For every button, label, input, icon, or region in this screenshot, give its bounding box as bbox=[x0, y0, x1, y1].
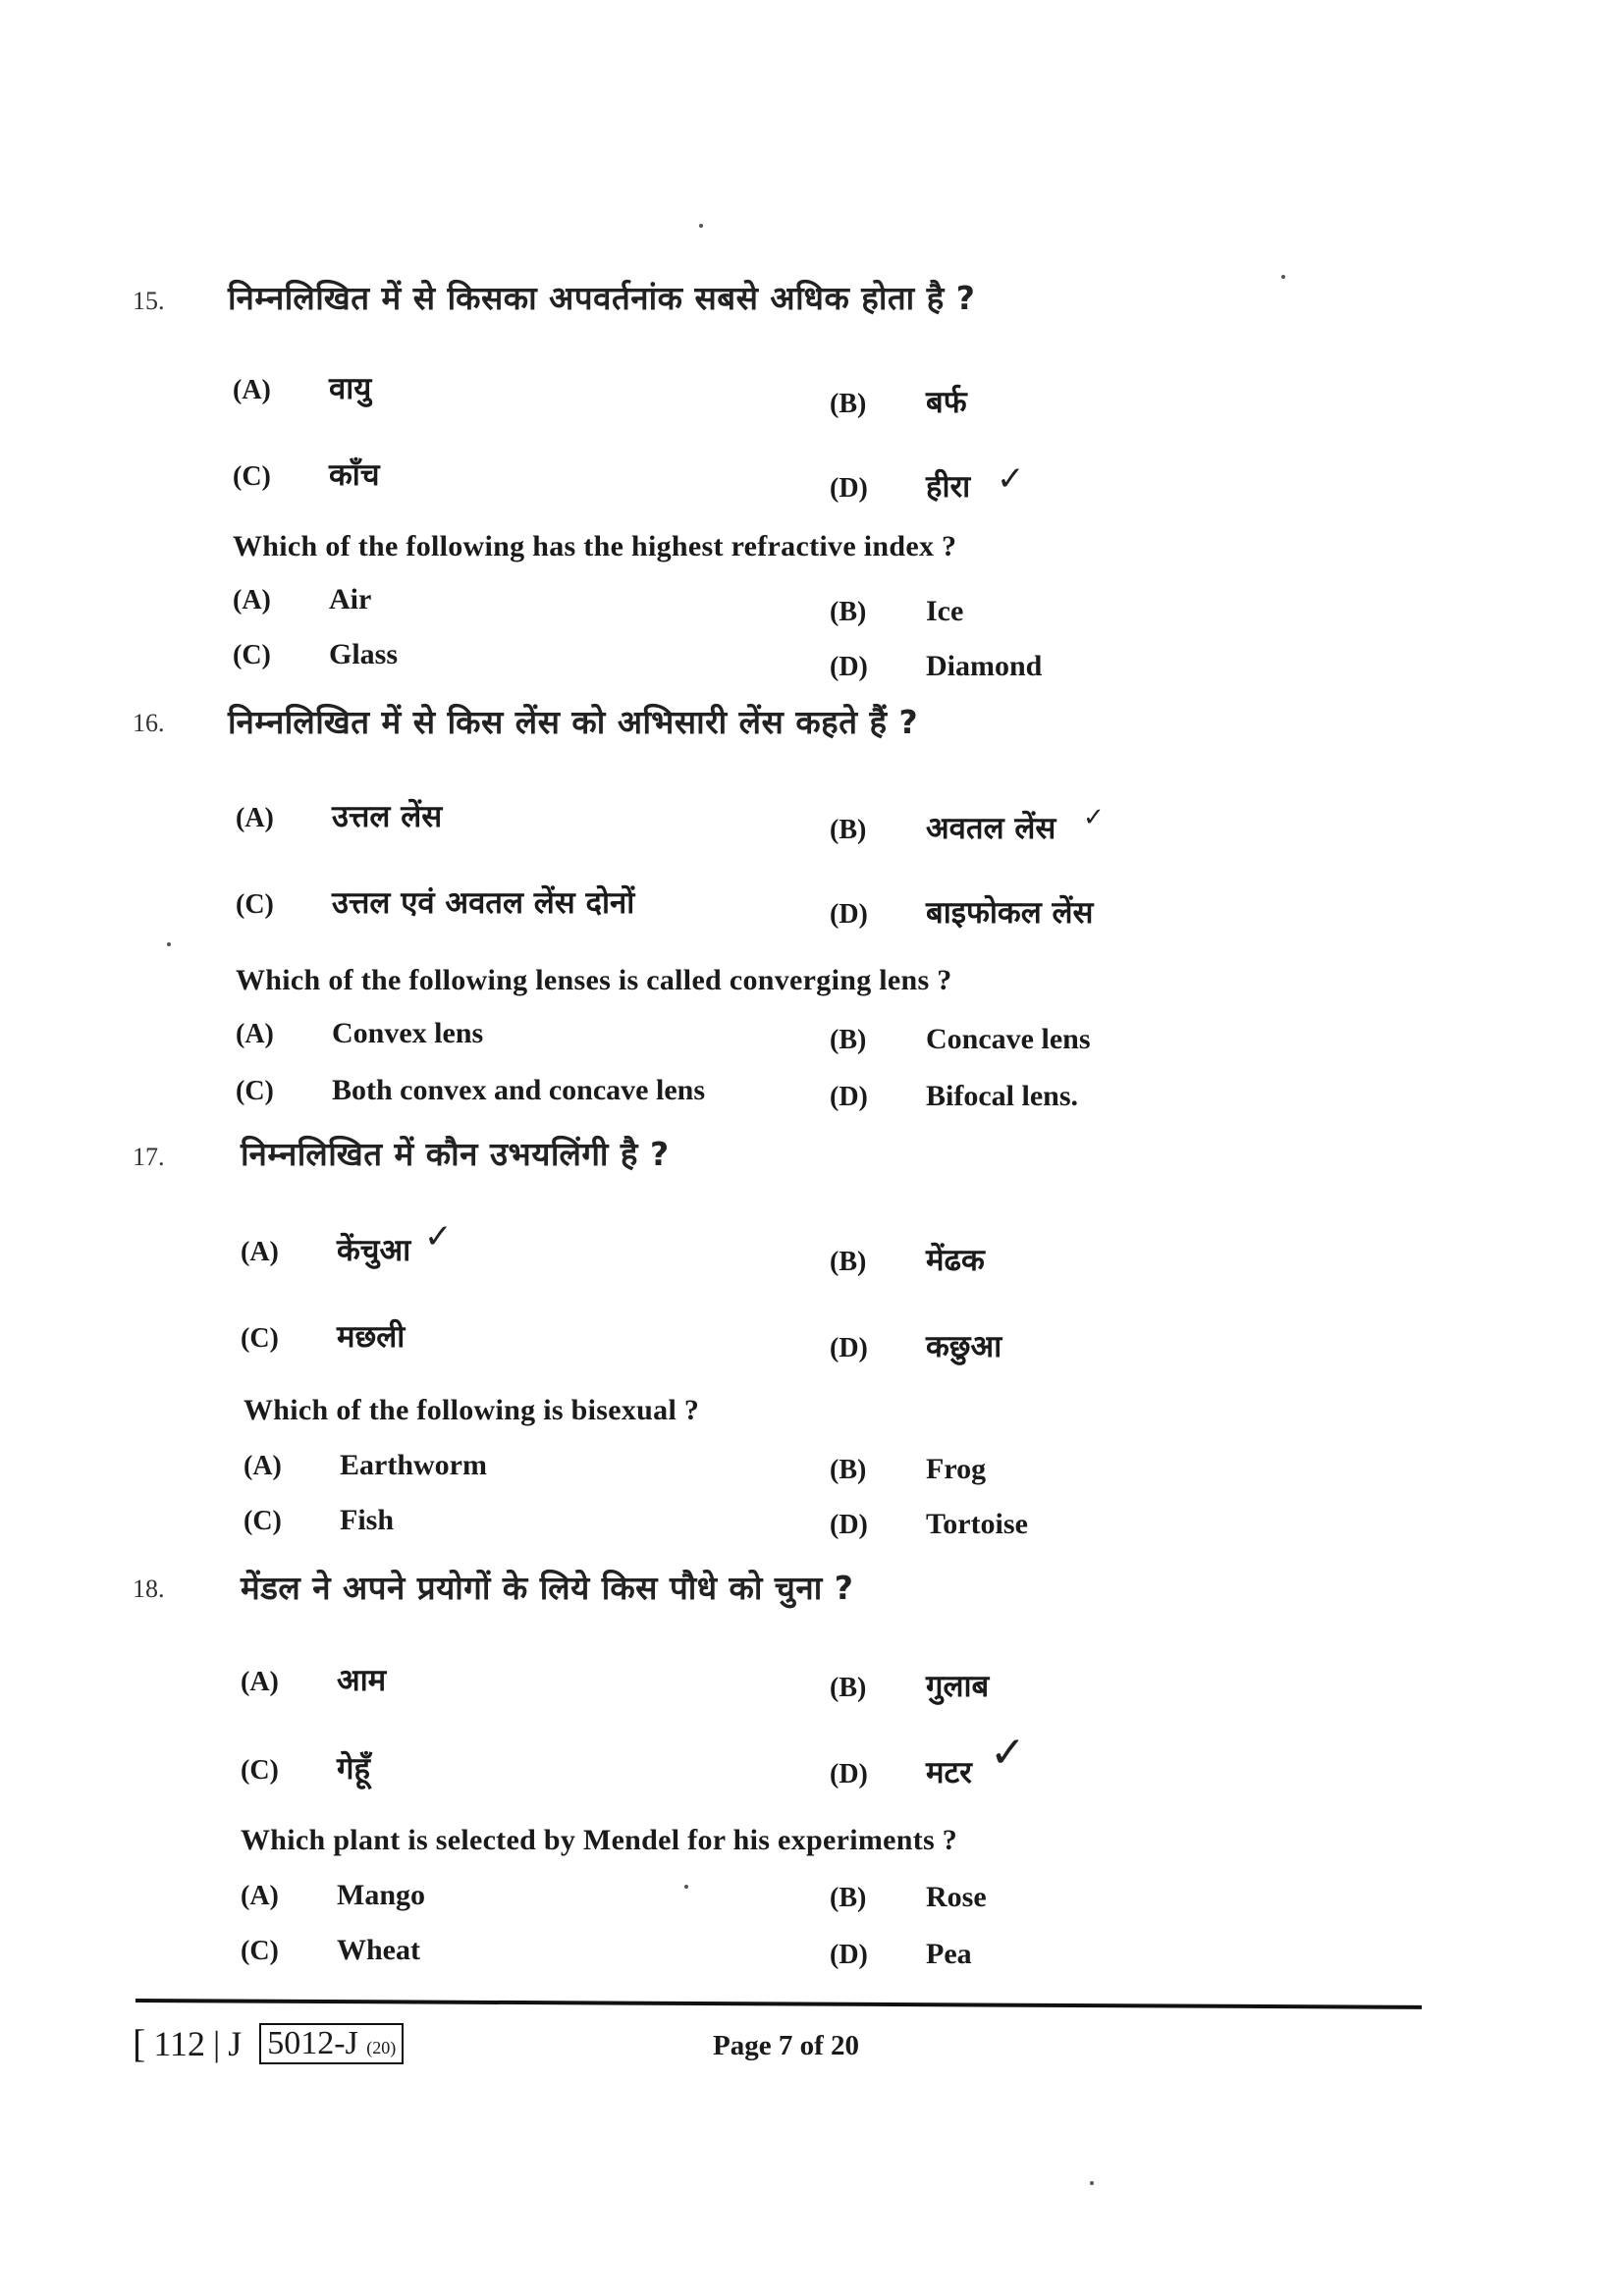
footer-bracket: [ bbox=[133, 2021, 146, 2065]
option-a-hindi[interactable]: (A) उत्तल लेंस bbox=[236, 799, 443, 834]
checkmark-icon: ✓ bbox=[997, 459, 1025, 499]
option-d-english[interactable]: (D) Diamond bbox=[830, 650, 1043, 682]
scan-speck bbox=[1090, 2181, 1094, 2185]
option-b-english[interactable]: (B) Concave lens bbox=[830, 1023, 1091, 1055]
option-c-hindi[interactable]: (C) उत्तल एवं अवतल लेंस दोनों bbox=[236, 885, 635, 921]
option-d-english[interactable]: (D) Bifocal lens. bbox=[830, 1080, 1078, 1112]
scan-speck bbox=[167, 942, 171, 946]
option-a-english[interactable]: (A) Mango bbox=[241, 1879, 425, 1911]
option-a-hindi[interactable]: (A) वायु bbox=[233, 371, 372, 406]
option-d-hindi[interactable]: (D) मटर bbox=[830, 1755, 972, 1790]
option-c-hindi[interactable]: (C) मछली bbox=[241, 1319, 406, 1355]
question-text-english: Which of the following lenses is called converging lens ? bbox=[236, 964, 952, 996]
footer-divider bbox=[135, 1999, 1422, 2009]
question-text-hindi: निम्नलिखित में कौन उभयलिंगी है ? bbox=[241, 1135, 670, 1173]
option-c-hindi[interactable]: (C) गेहूँ bbox=[241, 1751, 370, 1787]
option-c-english[interactable]: (C) Wheat bbox=[241, 1934, 420, 1966]
option-b-hindi[interactable]: (B) अवतल लेंस bbox=[830, 811, 1056, 846]
medium-code: J bbox=[228, 2023, 243, 2063]
footer-code bbox=[133, 2020, 404, 2066]
option-a-english[interactable]: (A) Convex lens bbox=[236, 1017, 484, 1049]
booklet-code-box: 5012-J (20) bbox=[259, 2023, 404, 2064]
option-a-hindi[interactable]: (A) आम bbox=[241, 1663, 387, 1698]
option-c-english[interactable]: (C) Fish bbox=[244, 1504, 395, 1536]
scan-speck bbox=[1281, 275, 1285, 279]
option-a-hindi[interactable]: (A) केंचुआ bbox=[241, 1233, 411, 1268]
option-d-english[interactable]: (D) Tortoise bbox=[830, 1508, 1028, 1540]
option-d-hindi[interactable]: (D) हीरा bbox=[830, 469, 971, 505]
option-d-english[interactable]: (D) Pea bbox=[830, 1938, 972, 1970]
option-c-hindi[interactable]: (C) काँच bbox=[233, 457, 380, 493]
option-d-hindi[interactable]: (D) कछुआ bbox=[830, 1329, 1002, 1364]
question-number: 15. bbox=[133, 287, 165, 315]
question-text-hindi: निम्नलिखित में से किसका अपवर्तनांक सबसे अधिक होता है ? bbox=[228, 279, 976, 317]
question-number: 18. bbox=[133, 1575, 165, 1603]
question-text-english: Which of the following is bisexual ? bbox=[244, 1394, 700, 1426]
checkmark-icon: ✓ bbox=[424, 1217, 453, 1256]
option-a-english[interactable]: (A) Earthworm bbox=[244, 1449, 487, 1481]
option-b-english[interactable]: (B) Frog bbox=[830, 1453, 987, 1485]
question-text-hindi: निम्नलिखित में से किस लेंस को अभिसारी लेंस कहते हैं ? bbox=[228, 703, 919, 741]
option-d-hindi[interactable]: (D) बाइफोकल लेंस bbox=[830, 895, 1094, 931]
option-b-english[interactable]: (B) Rose bbox=[830, 1881, 987, 1913]
question-number: 17. bbox=[133, 1143, 165, 1171]
option-b-hindi[interactable]: (B) गुलाब bbox=[830, 1669, 990, 1704]
question-text-english: Which of the following has the highest refractive index ? bbox=[233, 530, 957, 562]
scan-speck bbox=[684, 1885, 688, 1889]
option-c-english[interactable]: (C) Glass bbox=[233, 638, 399, 670]
checkmark-icon: ✓ bbox=[990, 1728, 1026, 1778]
option-c-english[interactable]: (C) Both convex and concave lens bbox=[236, 1074, 706, 1106]
paper-code: 112 bbox=[153, 2023, 205, 2063]
scan-speck bbox=[699, 224, 703, 228]
footer-separator: | bbox=[213, 2023, 221, 2063]
option-b-english[interactable]: (B) Ice bbox=[830, 595, 964, 627]
page-number: Page 7 of 20 bbox=[713, 2030, 859, 2061]
checkmark-icon: ✓ bbox=[1083, 803, 1105, 832]
question-text-hindi: मेंडल ने अपने प्रयोगों के लिये किस पौधे को चुना ? bbox=[241, 1569, 854, 1607]
option-a-english[interactable]: (A) Air bbox=[233, 583, 372, 615]
option-b-hindi[interactable]: (B) बर्फ bbox=[830, 385, 967, 420]
question-text-english: Which plant is selected by Mendel for his experiments ? bbox=[241, 1824, 958, 1856]
option-b-hindi[interactable]: (B) मेंढक bbox=[830, 1243, 985, 1278]
question-number: 16. bbox=[133, 709, 165, 737]
